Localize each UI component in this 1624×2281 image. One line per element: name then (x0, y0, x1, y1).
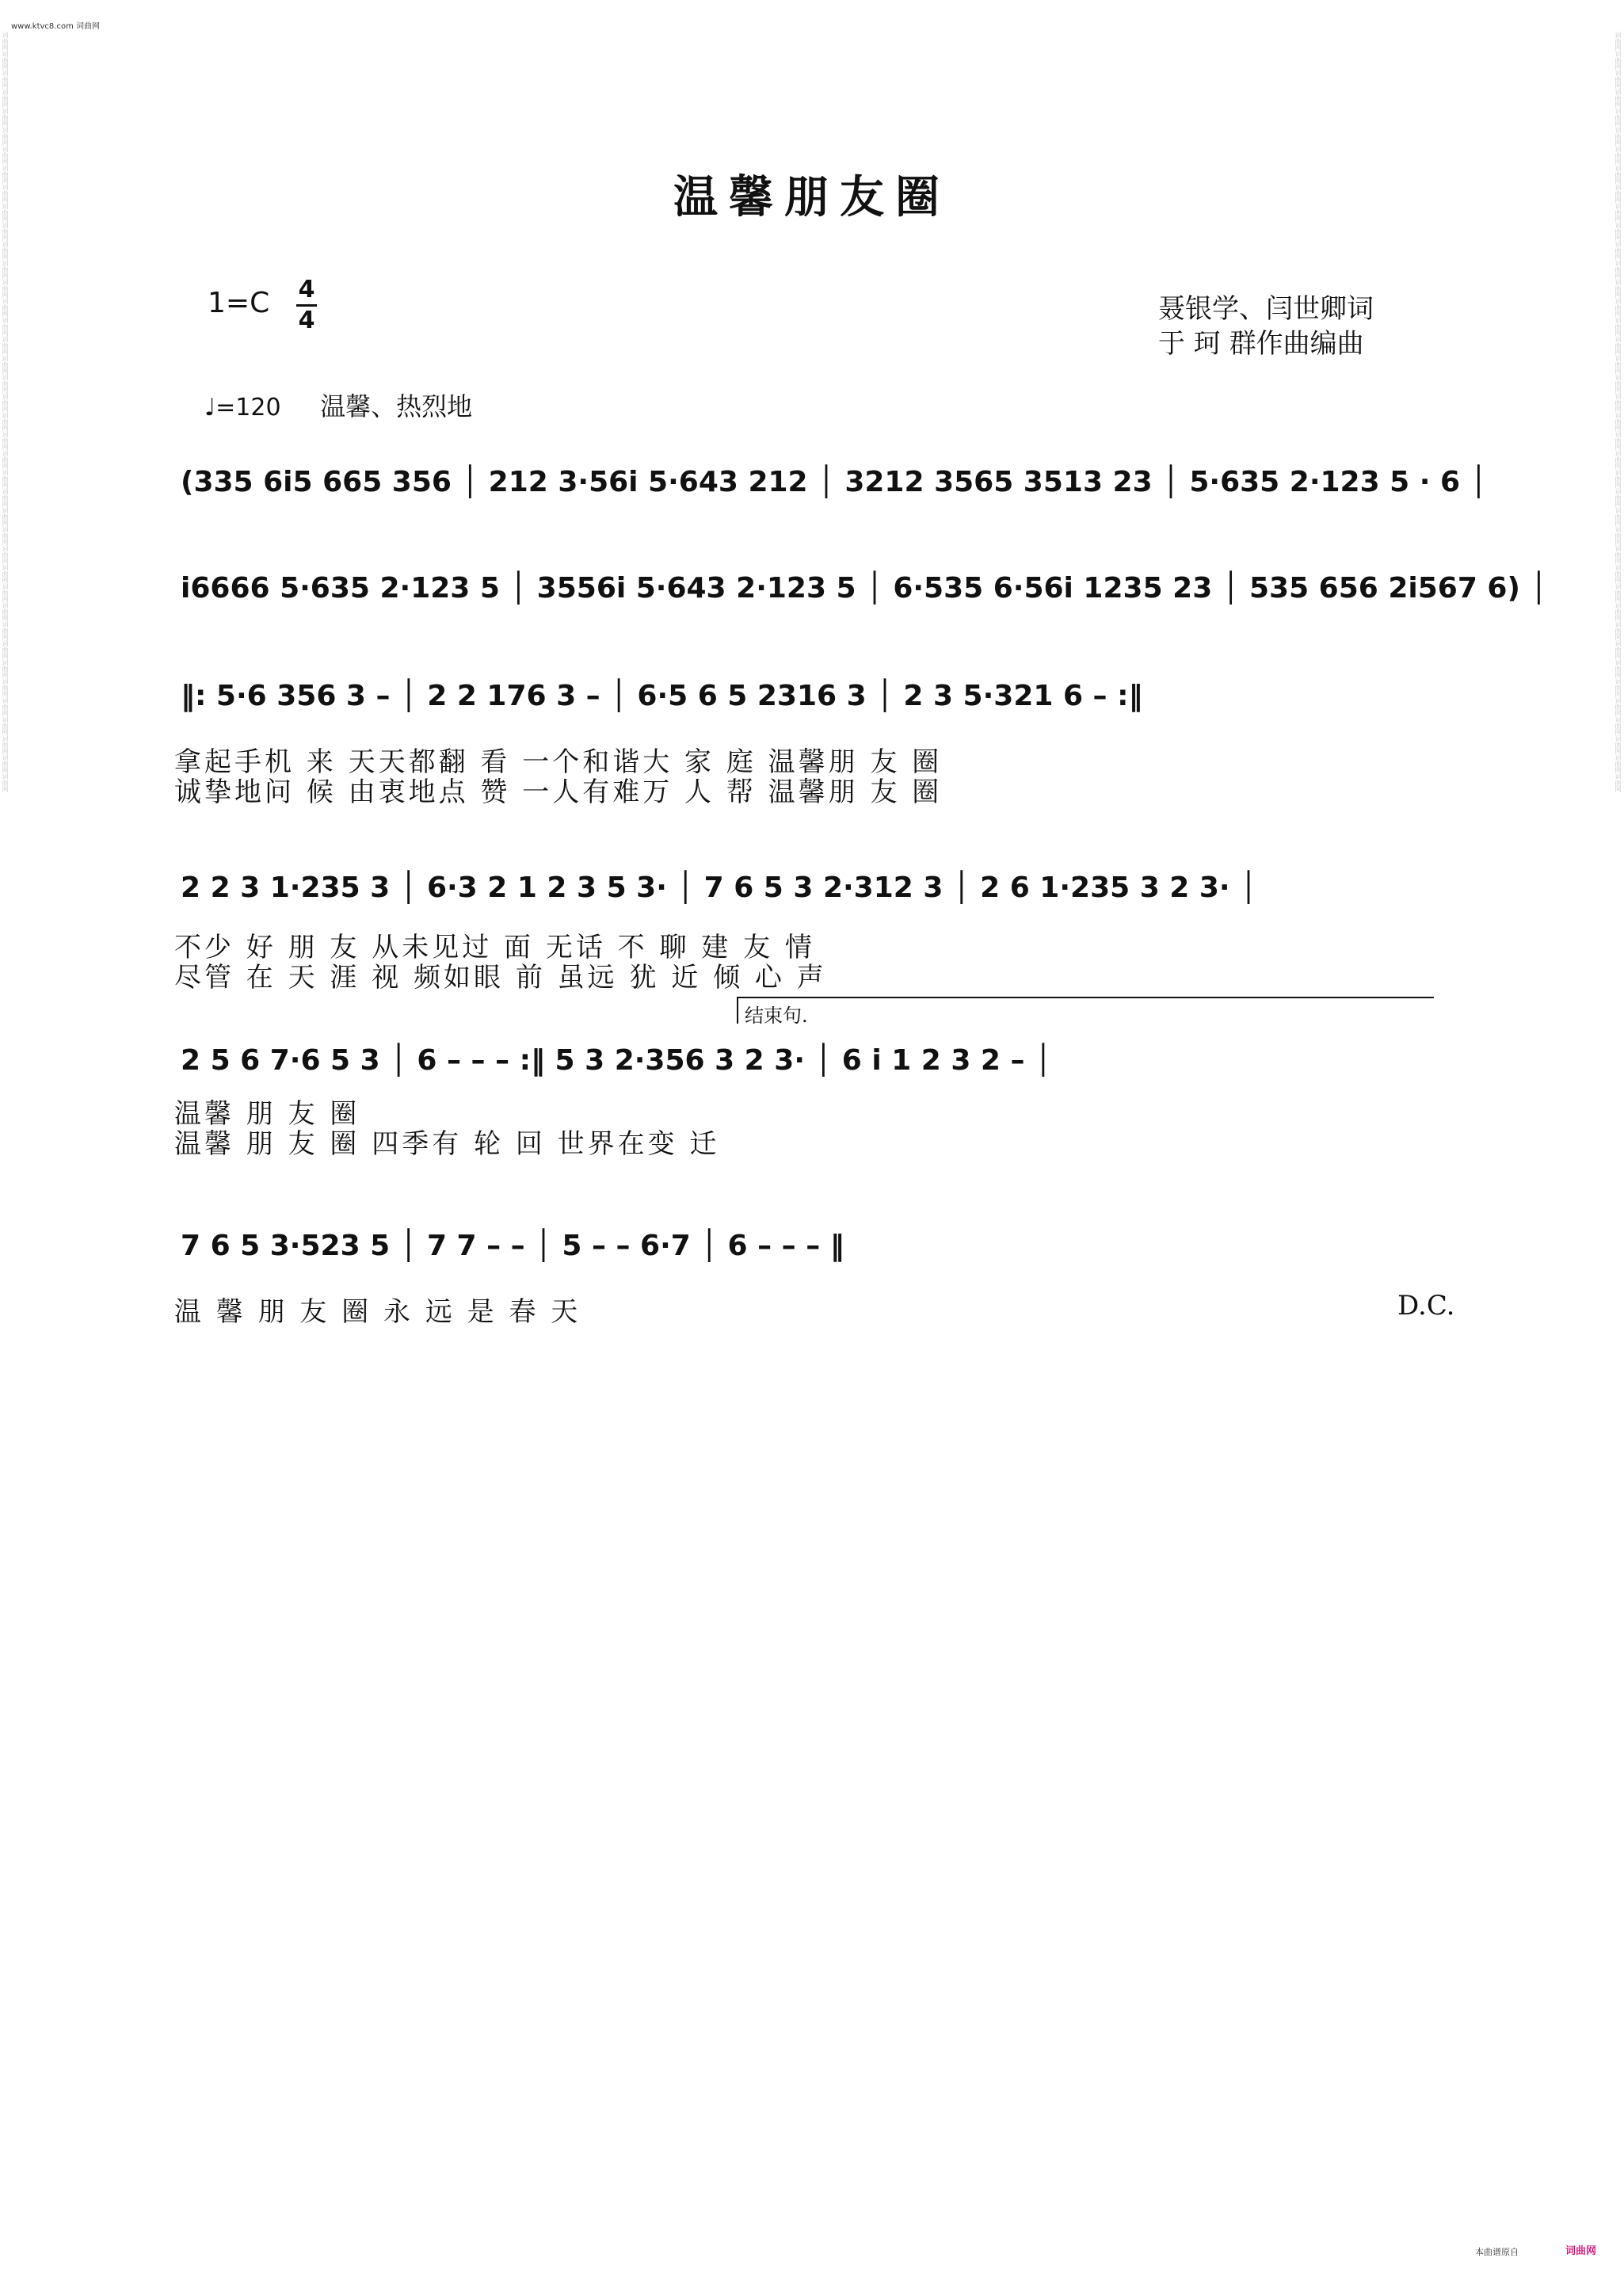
site-url: www.ktvc8.com 词曲网 (11, 22, 101, 31)
notation-line-4 (181, 872, 1448, 919)
lyric-verse1-line1: 拿起手机 来 天天都翻 看 一个和谐大 家 庭 温馨朋 友 圈 (174, 746, 943, 778)
ending-bracket-tick (737, 997, 738, 1024)
lyricist-credit: 聂银学、闫世卿词 (1158, 293, 1374, 325)
notation-text: (335 6i5 665 356 │ 212 3·56i 5·643 212 │ 3212 3565 3513 23 │ 5·635 2·123 5 · 6 │ (181, 466, 1488, 498)
notation-text: 7 6 5 3·523 5 │ 7 7 – – │ 5 – – 6·7 │ 6 – – – ‖ (181, 1230, 844, 1262)
left-watermark-strip (2, 32, 10, 2249)
lyric-verse1-line3: 温馨 朋 友 圈 (174, 1098, 360, 1130)
tempo-marking (204, 387, 472, 423)
time-sig-bottom: 4 (298, 307, 315, 334)
metronome-mark: ♩=120 (204, 394, 281, 421)
notation-text: 2 5 6 7·6 5 3 │ 6 – – – :‖ 5 3 2·356 3 2 3· │ 6 i 1 2 3 2 – │ (181, 1044, 1052, 1077)
lyric-verse2-line1: 诚挚地问 候 由衷地点 赞 一人有难万 人 帮 温馨朋 友 圈 (174, 776, 943, 808)
da-capo-mark: D.C. (1397, 1290, 1455, 1322)
lyric-ending: 温 馨 朋 友 圈 永 远 是 春 天 (174, 1296, 581, 1328)
time-signature (293, 276, 320, 335)
notation-text: i6666 5·635 2·123 5 │ 3556i 5·643 2·123 5 │ 6·535 6·56i 1235 23 │ 535 656 2i567 6) │ (181, 572, 1548, 605)
composer-credit: 于 珂 群作曲编曲 (1158, 328, 1364, 360)
lyric-verse1-line2: 不少 好 朋 友 从未见过 面 无话 不 聊 建 友 情 (174, 932, 815, 963)
song-title: 温馨朋友圈 (673, 171, 951, 223)
notation-line-2 (181, 572, 1548, 620)
footer-note: 本曲谱原自 (1475, 2247, 1519, 2257)
watermark-text: 词曲网词曲网词曲网词曲网词曲网词曲网词曲网词曲网词曲网词曲网词曲网词曲网词曲网词曲网词曲网词曲网词曲网词曲网词曲网词曲网词曲网词曲网词曲网词曲网词曲网词曲网词曲网词曲网词曲网词曲网词曲网词曲网词曲网词曲网词曲网词曲网词曲网词曲网词曲网词曲网 (2, 32, 9, 792)
watermark-text: 词曲网词曲网词曲网词曲网词曲网词曲网词曲网词曲网词曲网词曲网词曲网词曲网词曲网词曲网词曲网词曲网词曲网词曲网词曲网词曲网词曲网词曲网词曲网词曲网词曲网词曲网词曲网词曲网词曲网词曲网词曲网词曲网词曲网词曲网词曲网词曲网词曲网词曲网词曲网词曲网 (1614, 32, 1622, 792)
notation-line-1 (181, 466, 1488, 513)
notation-line-3 (181, 680, 1448, 727)
ending-label: 结束句. (745, 1005, 808, 1027)
time-sig-top: 4 (298, 276, 315, 303)
lyric-verse2-line3: 温馨 朋 友 圈 四季有 轮 回 世界在变 迁 (174, 1128, 720, 1160)
ending-bracket (737, 997, 1434, 998)
notation-line-5 (181, 1044, 1448, 1092)
key-signature: 1=C (208, 287, 270, 319)
footer-logo[interactable]: 词曲网 (1565, 2245, 1597, 2257)
lyric-verse2-line2: 尽管 在 天 涯 视 频如眼 前 虽远 犹 近 倾 心 声 (174, 962, 827, 994)
right-watermark-strip (1614, 32, 1622, 2249)
notation-text: ‖: 5·6 356 3 – │ 2 2 176 3 – │ 6·5 6 5 2316 3 │ 2 3 5·321 6 – :‖ (181, 680, 1143, 712)
notation-line-6 (181, 1230, 1448, 1277)
credits (1158, 292, 1374, 361)
notation-text: 2 2 3 1·235 3 │ 6·3 2 1 2 3 5 3· │ 7 6 5 3 2·312 3 │ 2 6 1·235 3 2 3· │ (181, 872, 1257, 904)
expression-mark: 温馨、热烈地 (320, 391, 473, 421)
